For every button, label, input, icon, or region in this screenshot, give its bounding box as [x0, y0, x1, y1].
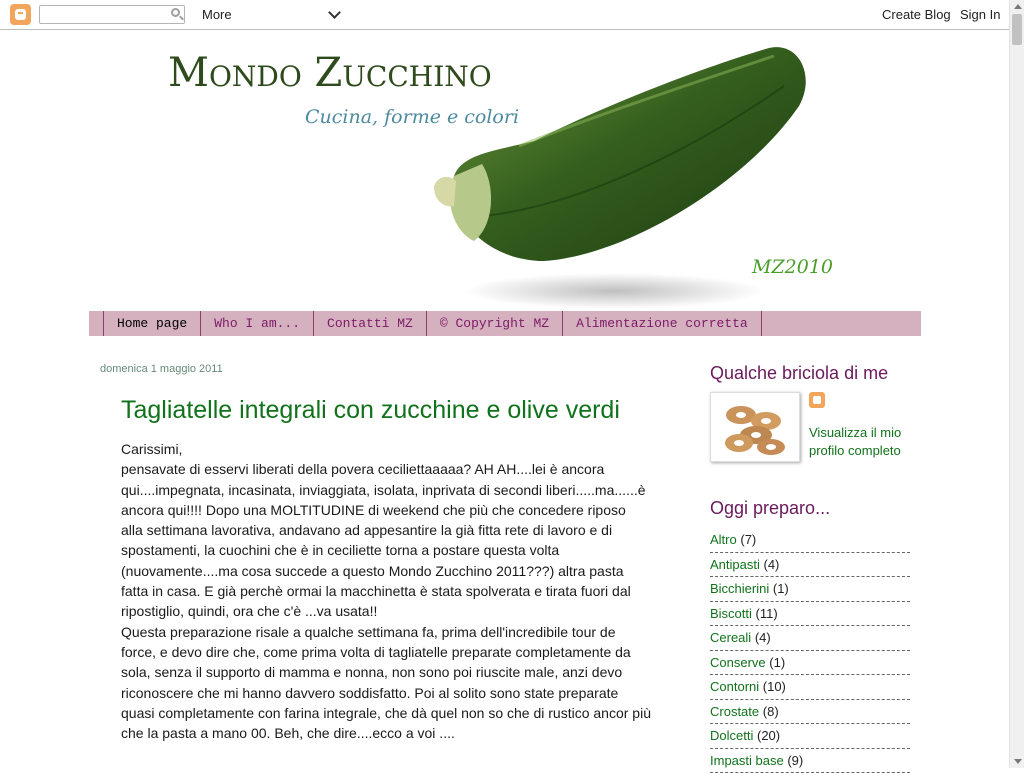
- label-count: (8): [763, 704, 779, 719]
- tab-home-page[interactable]: Home page: [104, 311, 201, 336]
- blogger-navbar: [0, 0, 1009, 30]
- list-item: [710, 700, 910, 725]
- post-body: [121, 439, 651, 743]
- blog-header: [89, 30, 921, 311]
- post-paragraph: Carissimi,: [121, 439, 651, 459]
- post-paragraph: pensavate di esservi liberati della povera ceciliettaaaaa? AH AH....lei è ancora qui....impegnata, incasinata, inviaggiata, isolata, inprivata di secondi liberi.....ma......è ancora qui!!!! Dopo una MOLTITUDINE di weekend che più che concedere riposo alla settimana lavorativa, andavano ad appesantire la già fitta rete di lavoro e di spostamenti, la cuochini che è in ceciliette torna a postare questa volta (nuovamente....ma cosa succede a questo Mondo Zucchino 2011???) altra pasta fatta in casa. E già perchè ormai la macchinetta è stata spolverata e tirata fuori dal ripostiglio, quindi, ora che c'è ...va usata!!: [121, 459, 651, 621]
- label-link[interactable]: Cereali: [710, 630, 751, 645]
- chevron-down-icon[interactable]: [328, 6, 341, 19]
- label-link[interactable]: Biscotti: [710, 606, 752, 621]
- pages-tab-bar: [89, 311, 921, 336]
- labels-list: [710, 528, 910, 773]
- label-count: (1): [773, 581, 789, 596]
- label-count: (10): [763, 679, 786, 694]
- labels-widget-title: Oggi preparo...: [710, 498, 830, 519]
- scroll-down-icon[interactable]: [1014, 759, 1022, 764]
- profile-widget-title: Qualche briciola di me: [710, 363, 888, 384]
- more-menu-label[interactable]: More: [202, 7, 232, 22]
- blog-subtitle: Cucina, forme e colori: [305, 106, 519, 128]
- scroll-thumb[interactable]: [1012, 14, 1022, 45]
- label-link[interactable]: Bicchierini: [710, 581, 769, 596]
- tab-copyright[interactable]: © Copyright MZ: [427, 311, 563, 336]
- label-link[interactable]: Conserve: [710, 655, 766, 670]
- label-count: (4): [764, 557, 780, 572]
- search-icon[interactable]: [171, 8, 180, 17]
- label-count: (11): [756, 606, 778, 621]
- scroll-up-icon[interactable]: [1014, 4, 1022, 9]
- view-profile-link[interactable]: Visualizza il mio profilo completo: [809, 424, 919, 460]
- post-paragraph: Questa preparazione risale a qualche settimana fa, prima dell'incredibile tour de force, e devo dire che, come prima volta di tagliatelle preparate completamente da sola, senza il supporto di mamma e nonna, non sono poi riuscite male, anzi devo riconoscere che mi hanno davvero soddisfatto. Poi al solito sono state preparate quasi completamente con farina integrale, che dà quel non so che di rustico ancor più che la pasta a mano 00. Beh, che dire....ecco a voi ....: [121, 622, 651, 744]
- label-count: (20): [757, 728, 780, 743]
- post-title[interactable]: Tagliatelle integrali con zucchine e olive verdi: [121, 396, 620, 425]
- label-count: (9): [787, 753, 803, 768]
- tab-alimentazione[interactable]: Alimentazione corretta: [563, 311, 762, 336]
- label-link[interactable]: Contorni: [710, 679, 759, 694]
- list-item: [710, 724, 910, 749]
- blog-title[interactable]: Mondo Zucchino: [168, 50, 492, 96]
- search-input[interactable]: [39, 5, 185, 24]
- list-item: [710, 675, 910, 700]
- label-link[interactable]: Impasti base: [710, 753, 784, 768]
- blogger-logo-icon[interactable]: [10, 4, 31, 25]
- label-link[interactable]: Crostate: [710, 704, 759, 719]
- label-count: (1): [769, 655, 785, 670]
- page-scrollbar[interactable]: [1009, 0, 1024, 768]
- label-link[interactable]: Dolcetti: [710, 728, 753, 743]
- list-item: [710, 602, 910, 627]
- list-item: [710, 749, 910, 773]
- list-item: [710, 577, 910, 602]
- label-link[interactable]: Altro: [710, 532, 737, 547]
- list-item: [710, 553, 910, 578]
- label-count: (7): [740, 532, 756, 547]
- sign-in-link[interactable]: Sign In: [960, 7, 1000, 22]
- label-count: (4): [755, 630, 771, 645]
- profile-photo[interactable]: [710, 392, 800, 462]
- create-blog-link[interactable]: Create Blog: [882, 7, 951, 22]
- blog-signature: MZ2010: [752, 256, 833, 278]
- post-date: domenica 1 maggio 2011: [100, 363, 223, 375]
- list-item: [710, 651, 910, 676]
- tab-contatti[interactable]: Contatti MZ: [314, 311, 427, 336]
- list-item: [710, 626, 910, 651]
- list-item: [710, 528, 910, 553]
- tab-who-i-am[interactable]: Who I am...: [201, 311, 314, 336]
- blogger-profile-icon[interactable]: [809, 392, 825, 408]
- label-link[interactable]: Antipasti: [710, 557, 760, 572]
- cookies-image: [711, 393, 799, 461]
